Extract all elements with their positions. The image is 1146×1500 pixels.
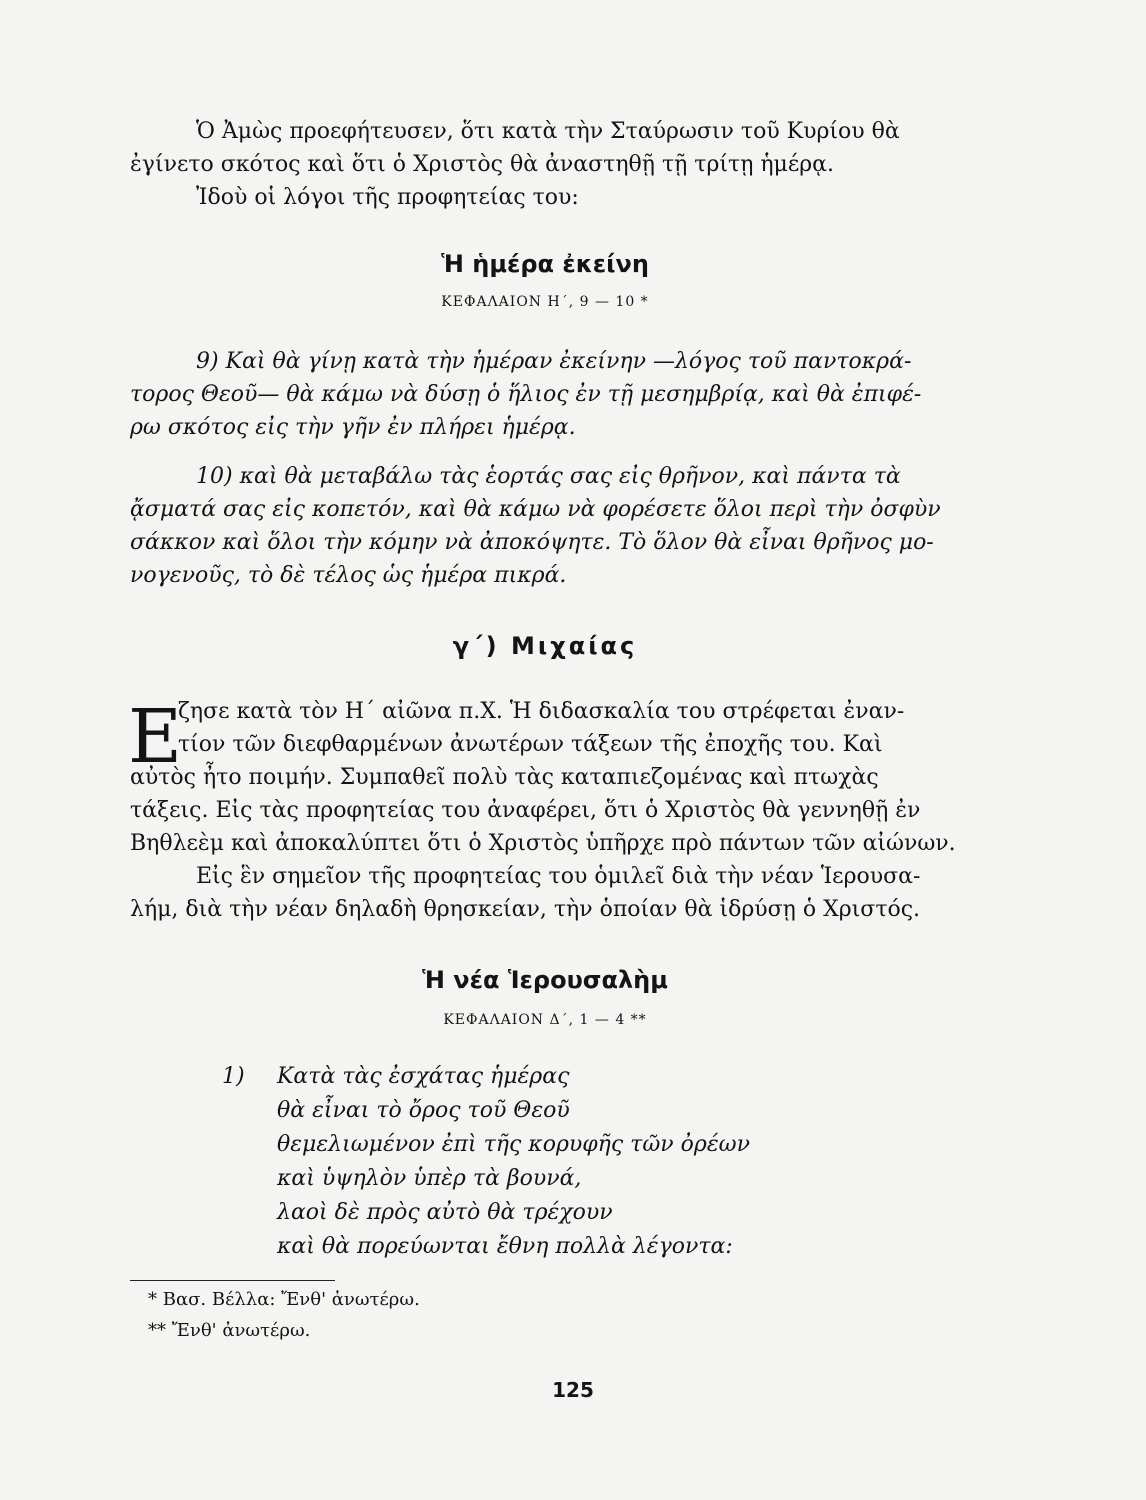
text-line: αὐτὸς ἦτο ποιμήν. Συμπαθεῖ πολὺ τὰς καταπιεζομένας καὶ πτωχὰς (130, 765, 879, 790)
poem-line: θὰ εἶναι τὸ ὄρος τοῦ Θεοῦ (277, 1098, 570, 1123)
poem-line: καὶ θὰ πορεύωνται ἔθνη πολλὰ λέγοντα: (277, 1234, 733, 1259)
text-line: σάκκον καὶ ὅλοι τὴν κόμην νὰ ἀποκόψητε. Τὸ ὅλον θὰ εἶναι θρῆνος μο- (130, 530, 934, 555)
poem-line: Κατὰ τὰς ἐσχάτας ἡμέρας (277, 1064, 570, 1089)
text-line: νογενοῦς, τὸ δὲ τέλος ὡς ἡμέρα πικρά. (130, 563, 567, 588)
section-title: γ΄) Μιχαίας (452, 632, 638, 660)
drop-cap: Ε (128, 694, 183, 780)
text-line: τορος Θεοῦ— θὰ κάμω νὰ δύσῃ ὁ ἥλιος ἐν τῇ μεσημβρίᾳ, καὶ θὰ ἐπιφέ- (130, 382, 922, 407)
section-title: Ἡ ἡμέρα ἐκείνη (441, 250, 649, 278)
chapter-reference: ΚΕΦΑΛΑΙΟΝ Η΄, 9 — 10 * (441, 294, 649, 310)
poem-line: καὶ ὑψηλὸν ὑπὲρ τὰ βουνά, (277, 1166, 582, 1191)
text-line: Εἰς ἓν σημεῖον τῆς προφητείας του ὁμιλεῖ διὰ τὴν νέαν Ἱερουσα- (196, 864, 921, 889)
body-paragraph (130, 695, 960, 926)
text-line: ρω σκότος εἰς τὴν γῆν ἐν πλήρει ἡμέρᾳ. (130, 415, 576, 440)
verse-number: 1) (222, 1064, 245, 1089)
verse-paragraph (130, 345, 960, 444)
text-line: Βηθλεὲμ καὶ ἀποκαλύπτει ὅτι ὁ Χριστὸς ὑπῆρχε πρὸ πάντων τῶν αἰώνων. (130, 831, 956, 856)
text-line: Ἰδοὺ οἱ λόγοι τῆς προφητείας του: (196, 185, 579, 210)
text-line: τίον τῶν διεφθαρμένων ἀνωτέρων τάξεων τῆς ἐποχῆς του. Καὶ (178, 732, 883, 757)
poem-line: λαοὶ δὲ πρὸς αὐτὸ θὰ τρέχουν (277, 1200, 613, 1225)
text-line: λήμ, διὰ τὴν νέαν δηλαδὴ θρησκείαν, τὴν ὁποίαν θὰ ἱδρύσῃ ὁ Χριστός. (130, 897, 921, 922)
footnote-divider (130, 1280, 335, 1281)
footnote: * Βασ. Βέλλα: Ἔνθ' ἀνωτέρω. (148, 1289, 420, 1310)
text-line: Ὁ Ἀμὼς προεφήτευσεν, ὅτι κατὰ τὴν Σταύρωσιν τοῦ Κυρίου θὰ (196, 119, 900, 144)
poem-line: θεμελιωμένον ἐπὶ τῆς κορυφῆς τῶν ὀρέων (277, 1132, 750, 1157)
footnote: ** Ἔνθ' ἀνωτέρω. (148, 1320, 311, 1341)
page-number: 125 (552, 1378, 594, 1402)
intro-paragraph (130, 115, 960, 214)
poem-verse (222, 1060, 922, 1264)
text-line: ζησε κατὰ τὸν Η΄ αἰῶνα π.Χ. Ἡ διδασκαλία του στρέφεται ἐναν- (178, 699, 905, 724)
verse-paragraph (130, 460, 960, 592)
text-line: ᾄσματά σας εἰς κοπετόν, καὶ θὰ κάμω νὰ φορέσετε ὅλοι περὶ τὴν ὀσφὺν (130, 497, 941, 522)
text-line: 9) Καὶ θὰ γίνῃ κατὰ τὴν ἡμέραν ἐκείνην —λόγος τοῦ παντοκρά- (196, 349, 912, 374)
text-line: ἐγίνετο σκότος καὶ ὅτι ὁ Χριστὸς θὰ ἀναστηθῇ τῇ τρίτῃ ἡμέρᾳ. (130, 152, 835, 177)
chapter-reference: ΚΕΦΑΛΑΙΟΝ Δ΄, 1 — 4 ** (443, 1012, 647, 1028)
section-title: Ἡ νέα Ἱερουσαλὴμ (422, 966, 668, 994)
text-line: 10) καὶ θὰ μεταβάλω τὰς ἑορτάς σας εἰς θρῆνον, καὶ πάντα τὰ (196, 464, 901, 489)
text-line: τάξεις. Εἰς τὰς προφητείας του ἀναφέρει, ὅτι ὁ Χριστὸς θὰ γεννηθῇ ἐν (130, 798, 921, 823)
